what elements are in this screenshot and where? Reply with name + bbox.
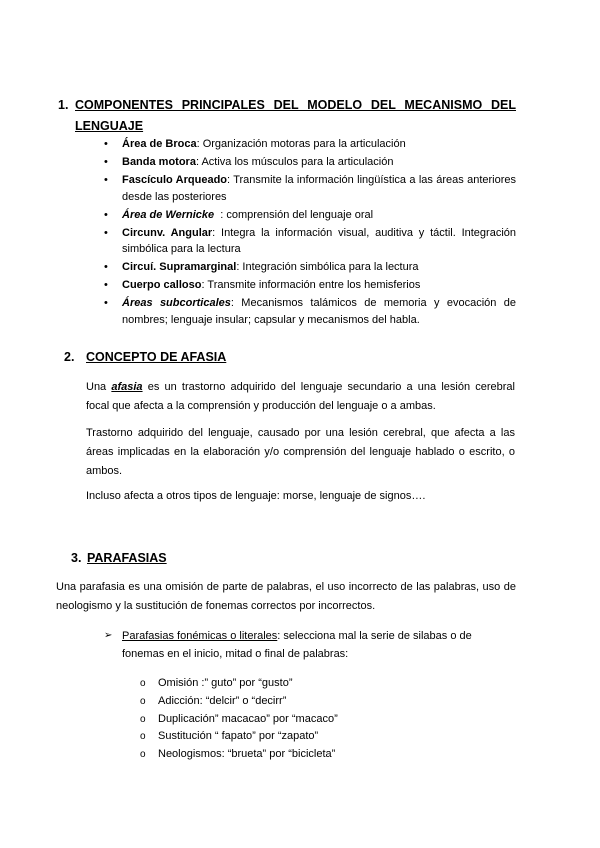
- bullet-icon: •: [104, 174, 108, 186]
- parafasia-type-title: Parafasias fonémicas o literales: [122, 630, 278, 642]
- list-item: [104, 207, 516, 224]
- list-item: [104, 295, 516, 328]
- example-item: [140, 728, 338, 746]
- item-desc: : Organización motoras para la articulación: [196, 138, 406, 150]
- item-term: Área de Wernicke: [122, 208, 215, 221]
- item-desc: : Integración simbólica para la lectura: [236, 261, 419, 273]
- circle-bullet-icon: o: [140, 731, 146, 743]
- example-text: Omisión :” guto” por “gusto”: [158, 677, 293, 689]
- item-term: Banda motora: [122, 156, 196, 168]
- section-1-title-line2: LENGUAJE: [75, 119, 144, 133]
- parafasia-type-desc: : selecciona mal la serie de silabas o de fonemas en el inicio, mitad o final de palabras:: [122, 630, 472, 660]
- section-2-number: 2.: [64, 350, 75, 364]
- item-term: Circuí. Supramarginal: [122, 261, 237, 273]
- example-item: [140, 693, 338, 711]
- list-item: [104, 136, 516, 153]
- bullet-icon: •: [104, 138, 108, 150]
- parafasia-intro-paragraph: Una parafasia es una omisión de parte de palabras, el uso incorrecto de las palabras, uso de neologismo y la sustitución de fonemas correctos por incorrectos.: [56, 581, 516, 612]
- p1-pre: Una: [86, 381, 112, 393]
- bullet-icon: •: [104, 279, 108, 291]
- item-term: Área de Broca: [122, 138, 197, 150]
- list-item: [104, 154, 516, 171]
- components-list: [104, 136, 516, 330]
- item-term: Áreas subcorticales: [122, 297, 231, 309]
- afasia-paragraph-2: Trastorno adquirido del lenguaje, causado por una lesión cerebral, que afecta a las áreas implicadas en la elaboración y/o comprensión del lenguaje hablado o escrito, o ambos.: [86, 427, 515, 477]
- example-item: [140, 711, 338, 729]
- circle-bullet-icon: o: [140, 713, 146, 725]
- bullet-icon: •: [104, 297, 108, 309]
- item-desc: : Transmite la información lingüística a las áreas anteriores desde las posteriores: [122, 174, 516, 203]
- section-3-title: PARAFASIAS: [87, 551, 167, 565]
- section-2-title: CONCEPTO DE AFASIA: [86, 350, 227, 364]
- arrow-bullet-icon: ➢: [104, 630, 113, 641]
- example-text: Adicción: “delcir” o “decirr”: [158, 694, 287, 707]
- section-1-title-line1: COMPONENTES PRINCIPALES DEL MODELO DEL MECANISMO DEL: [75, 98, 516, 112]
- item-desc: : Mecanismos talámicos de memoria y evocación de nombres; lenguaje insular; capsular y mecanismos del habla.: [122, 297, 516, 326]
- item-term: Fascículo Arqueado: [122, 174, 228, 186]
- section-3-number: 3.: [71, 551, 82, 565]
- item-term: Circunv. Angular: [122, 226, 213, 239]
- afasia-term: afasia: [111, 381, 143, 393]
- item-desc: : Integra la información visual, auditiva y táctil. Integración simbólica para la lectura: [122, 226, 516, 255]
- bullet-icon: •: [104, 261, 108, 273]
- afasia-paragraph-3: Incluso afecta a otros tipos de lenguaje: morse, lenguaje de signos….: [86, 490, 426, 502]
- list-item: [104, 172, 516, 205]
- section-1-number: 1.: [58, 98, 69, 112]
- p1-post: es un trastorno adquirido del lenguaje secundario a una lesión cerebral focal que afecta a la comprensión y producción del lenguaje o a ambas.: [86, 381, 515, 412]
- bullet-icon: •: [104, 156, 108, 168]
- item-desc: : Activa los músculos para la articulación: [195, 156, 394, 168]
- item-term: Cuerpo calloso: [122, 279, 202, 291]
- example-text: Sustitución “ fapato” por “zapato”: [158, 730, 319, 743]
- list-item: [104, 277, 516, 294]
- parafasia-type-item: [104, 627, 516, 663]
- examples-list: [140, 675, 338, 764]
- circle-bullet-icon: o: [140, 749, 146, 761]
- bullet-icon: •: [104, 208, 108, 221]
- bullet-icon: •: [104, 226, 108, 239]
- example-item: [140, 746, 338, 764]
- list-item: [104, 225, 516, 258]
- circle-bullet-icon: o: [140, 678, 146, 689]
- item-desc: : Transmite información entre los hemisferios: [201, 279, 421, 291]
- example-text: Neologismos: “brueta” por “bicicleta”: [158, 748, 336, 761]
- item-desc: : comprensión del lenguaje oral: [214, 208, 374, 221]
- example-text: Duplicación” macacao” por “macaco”: [158, 712, 338, 725]
- list-item: [104, 259, 516, 276]
- circle-bullet-icon: o: [140, 695, 146, 707]
- example-item: [140, 675, 338, 693]
- afasia-definition-paragraph: [86, 378, 515, 416]
